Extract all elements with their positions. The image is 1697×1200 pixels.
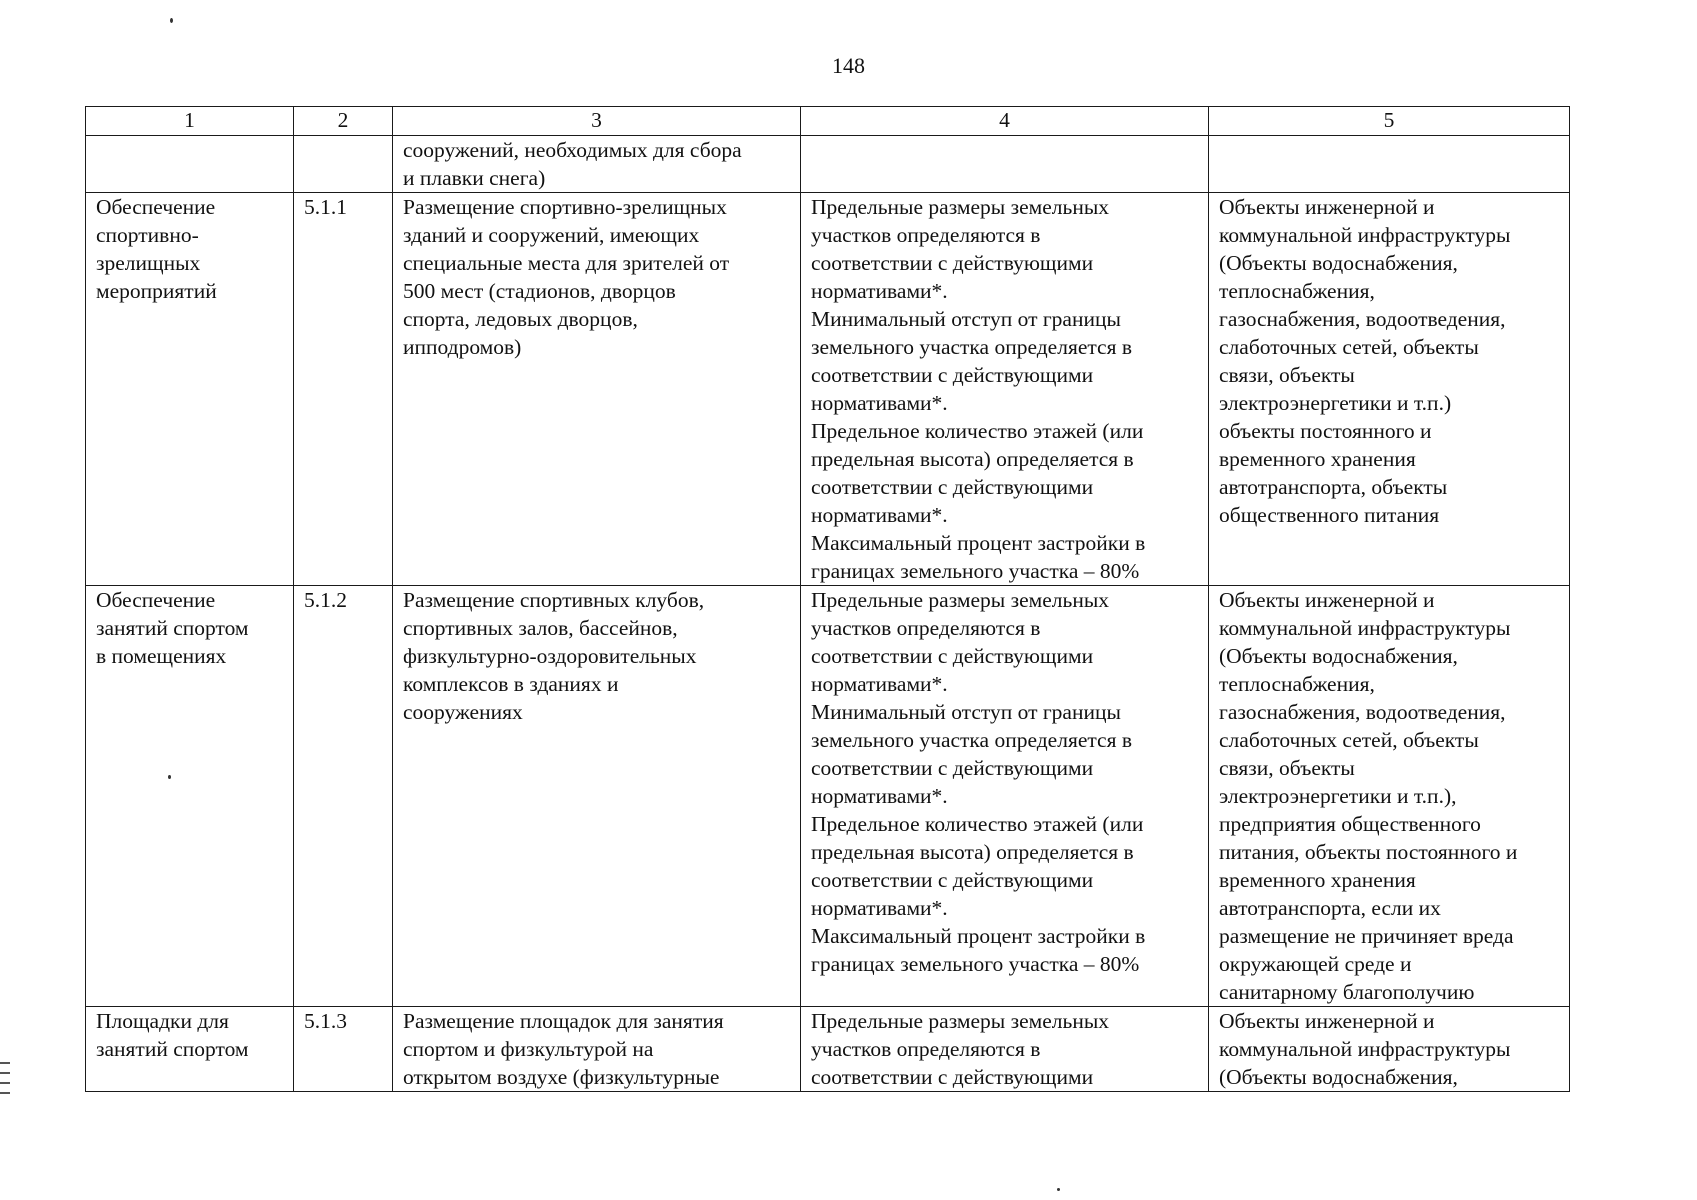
column-header-1: 1 (86, 107, 294, 136)
cell-text-line: газоснабжения, водоотведения, (1219, 307, 1506, 331)
cell-text-line: нормативами*. (811, 279, 948, 303)
column-header-4: 4 (801, 107, 1209, 136)
cell-text-line: занятий спортом (96, 616, 249, 640)
cell-text-line: теплоснабжения, (1219, 672, 1375, 696)
cell-text-line: Предельные размеры земельных (811, 1009, 1110, 1033)
cell-auxiliary-uses (1209, 136, 1570, 193)
cell-text-line: Предельное количество этажей (или (811, 419, 1144, 443)
table-row-continuation (86, 136, 1570, 193)
cell-text-line: спортивно- (96, 223, 199, 247)
cell-text-line: открытом воздухе (физкультурные (403, 1065, 720, 1089)
cell-use-code (294, 136, 393, 193)
cell-text-line: (Объекты водоснабжения, (1219, 1065, 1458, 1089)
cell-limit-parameters (801, 193, 1209, 586)
cell-text-line: санитарному благополучию (1219, 980, 1475, 1004)
cell-limit-parameters (801, 136, 1209, 193)
cell-text-line: границах земельного участка – 80% (811, 952, 1140, 976)
cell-text-line: Размещение площадок для занятия (403, 1009, 724, 1033)
cell-use-name (86, 586, 294, 1007)
cell-text-line: связи, объекты (1219, 363, 1355, 387)
cell-text-line: предельная высота) определяется в (811, 840, 1134, 864)
cell-text-line: 500 мест (стадионов, дворцов (403, 279, 676, 303)
cell-text-line: зрелищных (96, 251, 201, 275)
cell-use-name (86, 1007, 294, 1092)
cell-text-line: соответствии с действующими (811, 868, 1094, 892)
cell-text-line: соответствии с действующими (811, 475, 1094, 499)
cell-text-line: ипподромов) (403, 335, 522, 359)
table-row-5-1-1 (86, 193, 1570, 586)
cell-auxiliary-uses (1209, 193, 1570, 586)
cell-text-line: Размещение спортивных клубов, (403, 588, 705, 612)
cell-use-code: 5.1.1 (294, 193, 393, 586)
cell-text-line: Площадки для (96, 1009, 229, 1033)
cell-text-line: соответствии с действующими (811, 251, 1094, 275)
binding-mark (0, 1082, 10, 1084)
column-header-3: 3 (393, 107, 801, 136)
cell-text-line: газоснабжения, водоотведения, (1219, 700, 1506, 724)
cell-text-line: нормативами*. (811, 896, 948, 920)
cell-text-line: объекты постоянного и (1219, 419, 1432, 443)
cell-text-line: Минимальный отступ от границы (811, 700, 1121, 724)
cell-text-line: окружающей среде и (1219, 952, 1412, 976)
cell-text-line: коммунальной инфраструктуры (1219, 616, 1511, 640)
cell-text-line: физкультурно-оздоровительных (403, 644, 697, 668)
binding-mark (0, 1072, 10, 1074)
cell-text-line: специальные места для зрителей от (403, 251, 730, 275)
column-header-2: 2 (294, 107, 393, 136)
land-use-table (85, 106, 1570, 1092)
cell-use-description (393, 1007, 801, 1092)
cell-text-line: слаботочных сетей, объекты (1219, 335, 1479, 359)
cell-text-line: теплоснабжения, (1219, 279, 1375, 303)
cell-text-line: соответствии с действующими (811, 644, 1094, 668)
cell-use-description (393, 586, 801, 1007)
table-row-5-1-2 (86, 586, 1570, 1007)
cell-text-line: занятий спортом (96, 1037, 249, 1061)
cell-text-line: участков определяются в (811, 223, 1041, 247)
cell-auxiliary-uses (1209, 586, 1570, 1007)
scan-speck (170, 18, 173, 23)
scan-speck (168, 775, 171, 779)
table-row-5-1-3 (86, 1007, 1570, 1092)
cell-text-line: автотранспорта, если их (1219, 896, 1441, 920)
cell-text-line: временного хранения (1219, 868, 1416, 892)
cell-text-line: участков определяются в (811, 616, 1041, 640)
cell-use-code: 5.1.2 (294, 586, 393, 1007)
cell-text-line: Минимальный отступ от границы (811, 307, 1121, 331)
cell-use-code: 5.1.3 (294, 1007, 393, 1092)
cell-text-line: нормативами*. (811, 503, 948, 527)
cell-text-line: нормативами*. (811, 391, 948, 415)
cell-text-line: спортивных залов, бассейнов, (403, 616, 678, 640)
cell-text-line: мероприятий (96, 279, 217, 303)
scan-speck (1057, 1188, 1060, 1191)
cell-text-line: (Объекты водоснабжения, (1219, 251, 1458, 275)
cell-text-line: Объекты инженерной и (1219, 588, 1435, 612)
cell-text-line: Размещение спортивно-зрелищных (403, 195, 727, 219)
column-header-5: 5 (1209, 107, 1570, 136)
cell-text-line: питания, объекты постоянного и (1219, 840, 1518, 864)
cell-use-name (86, 193, 294, 586)
cell-text-line: Обеспечение (96, 195, 216, 219)
cell-text-line: и плавки снега) (403, 166, 546, 190)
cell-text-line: соответствии с действующими (811, 756, 1094, 780)
cell-text-line: Предельные размеры земельных (811, 195, 1110, 219)
binding-mark (0, 1062, 10, 1064)
cell-text-line: Обеспечение (96, 588, 216, 612)
cell-text-line: соответствии с действующими (811, 363, 1094, 387)
cell-text-line: электроэнергетики и т.п.) (1219, 391, 1452, 415)
column-number-header-row (86, 107, 1570, 136)
cell-text-line: коммунальной инфраструктуры (1219, 1037, 1511, 1061)
cell-auxiliary-uses (1209, 1007, 1570, 1092)
cell-use-description (393, 136, 801, 193)
cell-text-line: связи, объекты (1219, 756, 1355, 780)
page-number: 148 (832, 53, 865, 78)
cell-text-line: земельного участка определяется в (811, 728, 1132, 752)
cell-text-line: слаботочных сетей, объекты (1219, 728, 1479, 752)
cell-use-name (86, 136, 294, 193)
cell-limit-parameters (801, 1007, 1209, 1092)
cell-text-line: сооружениях (403, 700, 523, 724)
cell-text-line: участков определяются в (811, 1037, 1041, 1061)
cell-text-line: автотранспорта, объекты (1219, 475, 1448, 499)
cell-text-line: в помещениях (96, 644, 227, 668)
cell-text-line: Предельные размеры земельных (811, 588, 1110, 612)
cell-text-line: соответствии с действующими (811, 1065, 1094, 1089)
cell-text-line: комплексов в зданиях и (403, 672, 619, 696)
cell-text-line: Максимальный процент застройки в (811, 924, 1146, 948)
cell-text-line: размещение не причиняет вреда (1219, 924, 1514, 948)
binding-mark (0, 1092, 10, 1094)
cell-text-line: общественного питания (1219, 503, 1440, 527)
cell-text-line: предприятия общественного (1219, 812, 1481, 836)
cell-text-line: нормативами*. (811, 784, 948, 808)
cell-text-line: (Объекты водоснабжения, (1219, 644, 1458, 668)
cell-text-line: коммунальной инфраструктуры (1219, 223, 1511, 247)
cell-text-line: границах земельного участка – 80% (811, 559, 1140, 583)
cell-text-line: Объекты инженерной и (1219, 1009, 1435, 1033)
cell-text-line: электроэнергетики и т.п.), (1219, 784, 1457, 808)
cell-text-line: спорта, ледовых дворцов, (403, 307, 638, 331)
cell-text-line: зданий и сооружений, имеющих (403, 223, 700, 247)
cell-text-line: земельного участка определяется в (811, 335, 1132, 359)
cell-limit-parameters (801, 586, 1209, 1007)
cell-use-description (393, 193, 801, 586)
cell-text-line: Максимальный процент застройки в (811, 531, 1146, 555)
cell-text-line: сооружений, необходимых для сбора (403, 138, 742, 162)
cell-text-line: Предельное количество этажей (или (811, 812, 1144, 836)
cell-text-line: Объекты инженерной и (1219, 195, 1435, 219)
cell-text-line: нормативами*. (811, 672, 948, 696)
cell-text-line: временного хранения (1219, 447, 1416, 471)
cell-text-line: предельная высота) определяется в (811, 447, 1134, 471)
cell-text-line: спортом и физкультурой на (403, 1037, 654, 1061)
